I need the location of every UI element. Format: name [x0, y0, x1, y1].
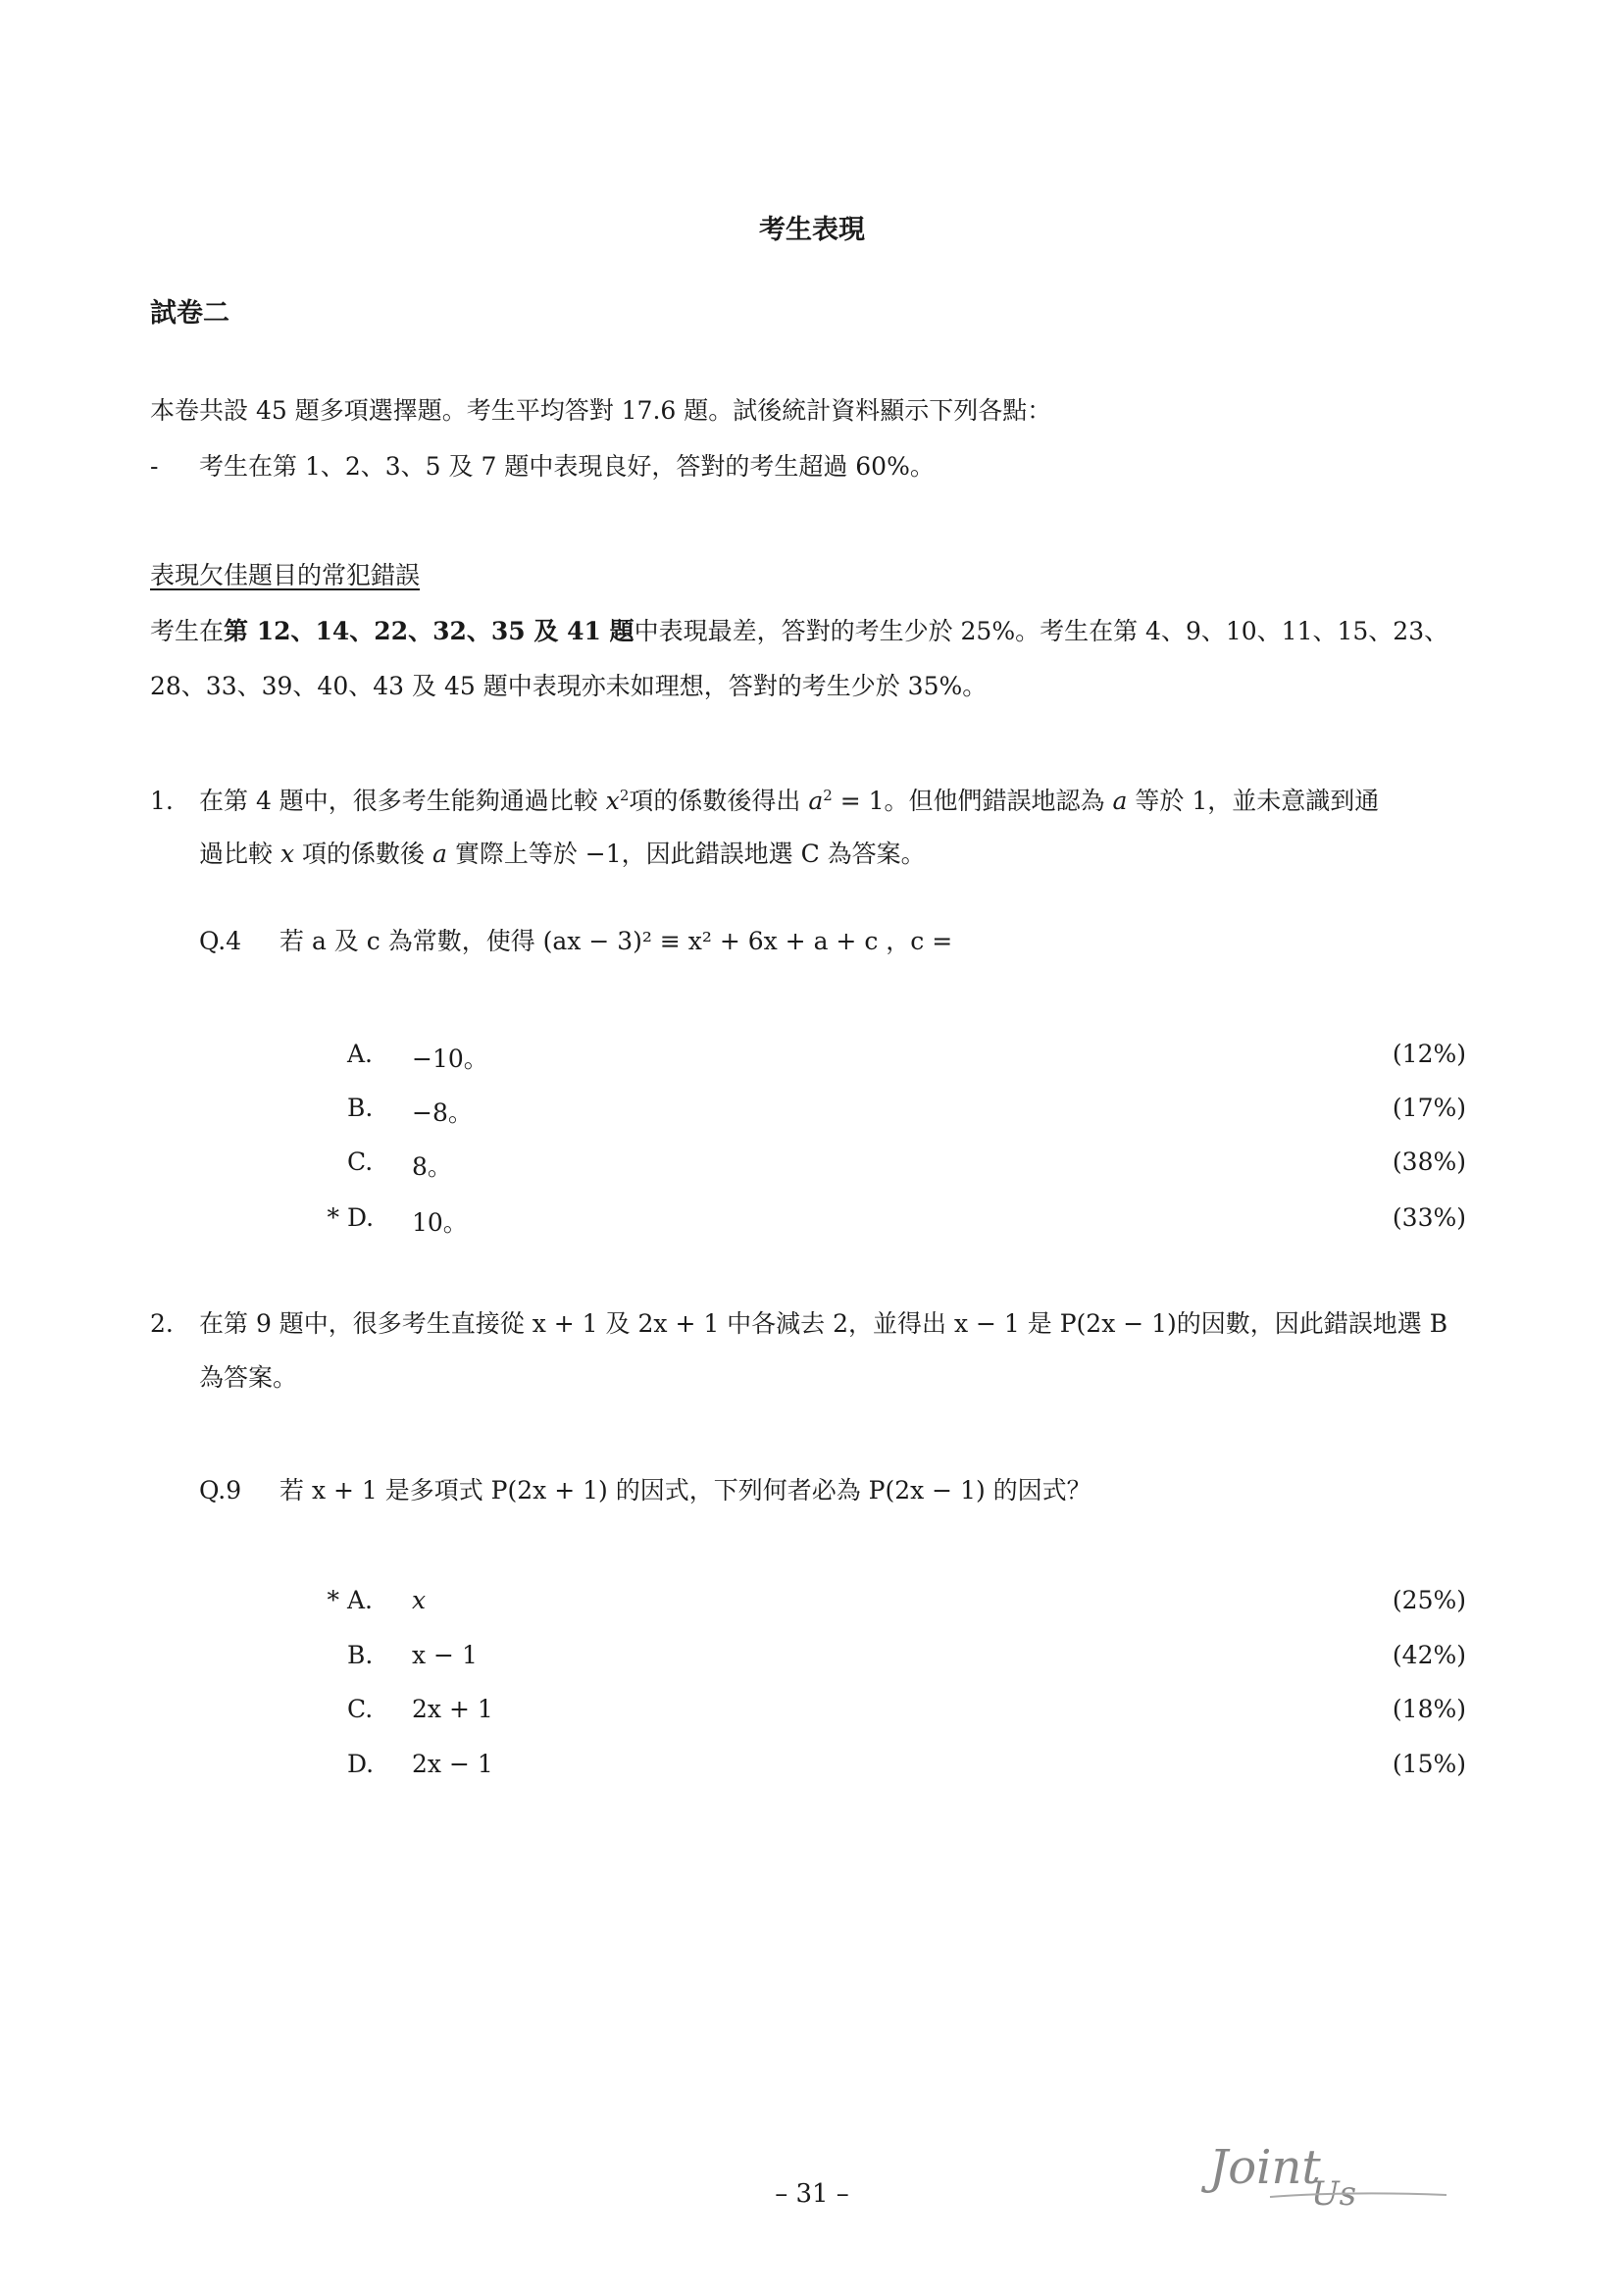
q9-option-d-percent: (15%)	[1392, 1750, 1466, 1778]
q4-option-c-letter: C.	[347, 1148, 374, 1176]
item-2-number: 2.	[150, 1309, 174, 1338]
item-1-text-i: 等於 1，並未意識到通	[1127, 787, 1380, 815]
intro-bullet-text: 考生在第 1、2、3、5 及 7 題中表現良好，答對的考生超過 60%。	[199, 452, 935, 481]
q9-option-a-percent: (25%)	[1392, 1586, 1466, 1614]
q9-option-d-letter: D.	[347, 1750, 375, 1778]
q9-option-b-text: x − 1	[412, 1641, 478, 1669]
q9-option-c-letter: C.	[347, 1695, 374, 1723]
item-1-var-a-2: a	[1112, 787, 1128, 815]
item-1-exp-2: 2	[823, 787, 833, 804]
errors-line-1	[150, 618, 1448, 645]
question-4-label: Q.4	[199, 927, 242, 955]
item-1-exp: 2	[619, 787, 630, 804]
errors-line-2: 28、33、39、40、43 及 45 題中表現亦未如理想，答對的考生少於 35%。	[150, 672, 988, 700]
intro-bullet-dash: -	[150, 452, 159, 481]
q9-option-a-letter: A.	[347, 1586, 374, 1614]
q4-option-d-letter: D.	[347, 1203, 375, 1232]
paper-heading: 試卷二	[150, 298, 229, 329]
q4-option-a-letter: A.	[347, 1040, 374, 1068]
item-2-line-1: 在第 9 題中，很多考生直接從 x + 1 及 2x + 1 中各減去 2，並得出 x − 1 是 P(2x − 1)的因數，因此錯誤地選 B	[199, 1309, 1448, 1338]
errors-line-1-post: 中表現最差，答對的考生少於 25%。考生在第 4、9、10、11、15、23、	[634, 617, 1449, 645]
errors-line-1-pre: 考生在	[150, 617, 225, 645]
question-9-label: Q.9	[199, 1476, 242, 1504]
q4-option-d-percent: (33%)	[1392, 1203, 1466, 1232]
item-1-l2-e: 實際上等於 −1，因此錯誤地選 C 為答案。	[446, 840, 926, 868]
q9-option-c-text: 2x + 1	[412, 1695, 493, 1723]
item-2-line-2: 為答案。	[199, 1363, 298, 1392]
intro-line: 本卷共設 45 題多項選擇題。考生平均答對 17.6 題。試後統計資料顯示下列各點：	[150, 396, 1052, 425]
errors-heading: 表現欠佳題目的常犯錯誤	[150, 561, 421, 589]
q4-option-c-text: 8。	[412, 1152, 452, 1181]
q4-option-a-text: −10。	[412, 1045, 488, 1073]
q9-option-a-star: *	[327, 1586, 339, 1614]
q4-option-b-text: −8。	[412, 1098, 473, 1127]
q9-option-b-letter: B.	[347, 1641, 374, 1669]
item-1-l2-var-x: x	[279, 840, 295, 868]
item-1-text-a: 在第 4 題中，很多考生能夠通過比較	[199, 787, 606, 815]
item-1-var-a: a	[808, 787, 824, 815]
q4-option-a-percent: (12%)	[1392, 1040, 1466, 1068]
page-title: 考生表現	[759, 215, 865, 245]
item-1-line-2	[199, 841, 926, 868]
joint-us-logo	[1201, 2136, 1456, 2218]
item-1-var-x: x	[605, 787, 620, 815]
q9-option-d-text: 2x − 1	[412, 1750, 493, 1778]
q9-option-c-percent: (18%)	[1392, 1695, 1466, 1723]
page-number: – 31 –	[775, 2179, 849, 2209]
question-9-text: 若 x + 1 是多項式 P(2x + 1) 的因式，下列何者必為 P(2x − 1) 的因式？	[279, 1476, 1091, 1504]
item-1-text-g: = 1。但他們錯誤地認為	[832, 787, 1113, 815]
q4-option-b-percent: (17%)	[1392, 1094, 1466, 1122]
q4-option-d-star: *	[327, 1203, 339, 1232]
item-1-l2-c: 項的係數後	[294, 840, 432, 868]
q4-option-d-text: 10。	[412, 1208, 468, 1237]
item-1-l2-var-a: a	[431, 840, 447, 868]
joint-us-logo-graphic	[1201, 2136, 1456, 2215]
errors-line-1-bold: 第 12、14、22、32、35 及 41 題	[224, 617, 634, 645]
item-1-line-1	[199, 788, 1379, 815]
item-1-text-d: 項的係數後得出	[629, 787, 809, 815]
q9-option-b-percent: (42%)	[1392, 1641, 1466, 1669]
item-1-number: 1.	[150, 787, 174, 815]
q9-option-a-text: x	[412, 1586, 427, 1614]
q4-option-b-letter: B.	[347, 1094, 374, 1122]
item-1-l2-a: 過比較	[199, 840, 280, 868]
q4-option-c-percent: (38%)	[1392, 1148, 1466, 1176]
question-4-text: 若 a 及 c 為常數，使得 (ax − 3)² ≡ x² + 6x + a + c ，c =	[279, 927, 953, 955]
logo-word-joint: Joint	[1209, 2140, 1321, 2195]
logo-word-us: Us	[1311, 2174, 1357, 2214]
